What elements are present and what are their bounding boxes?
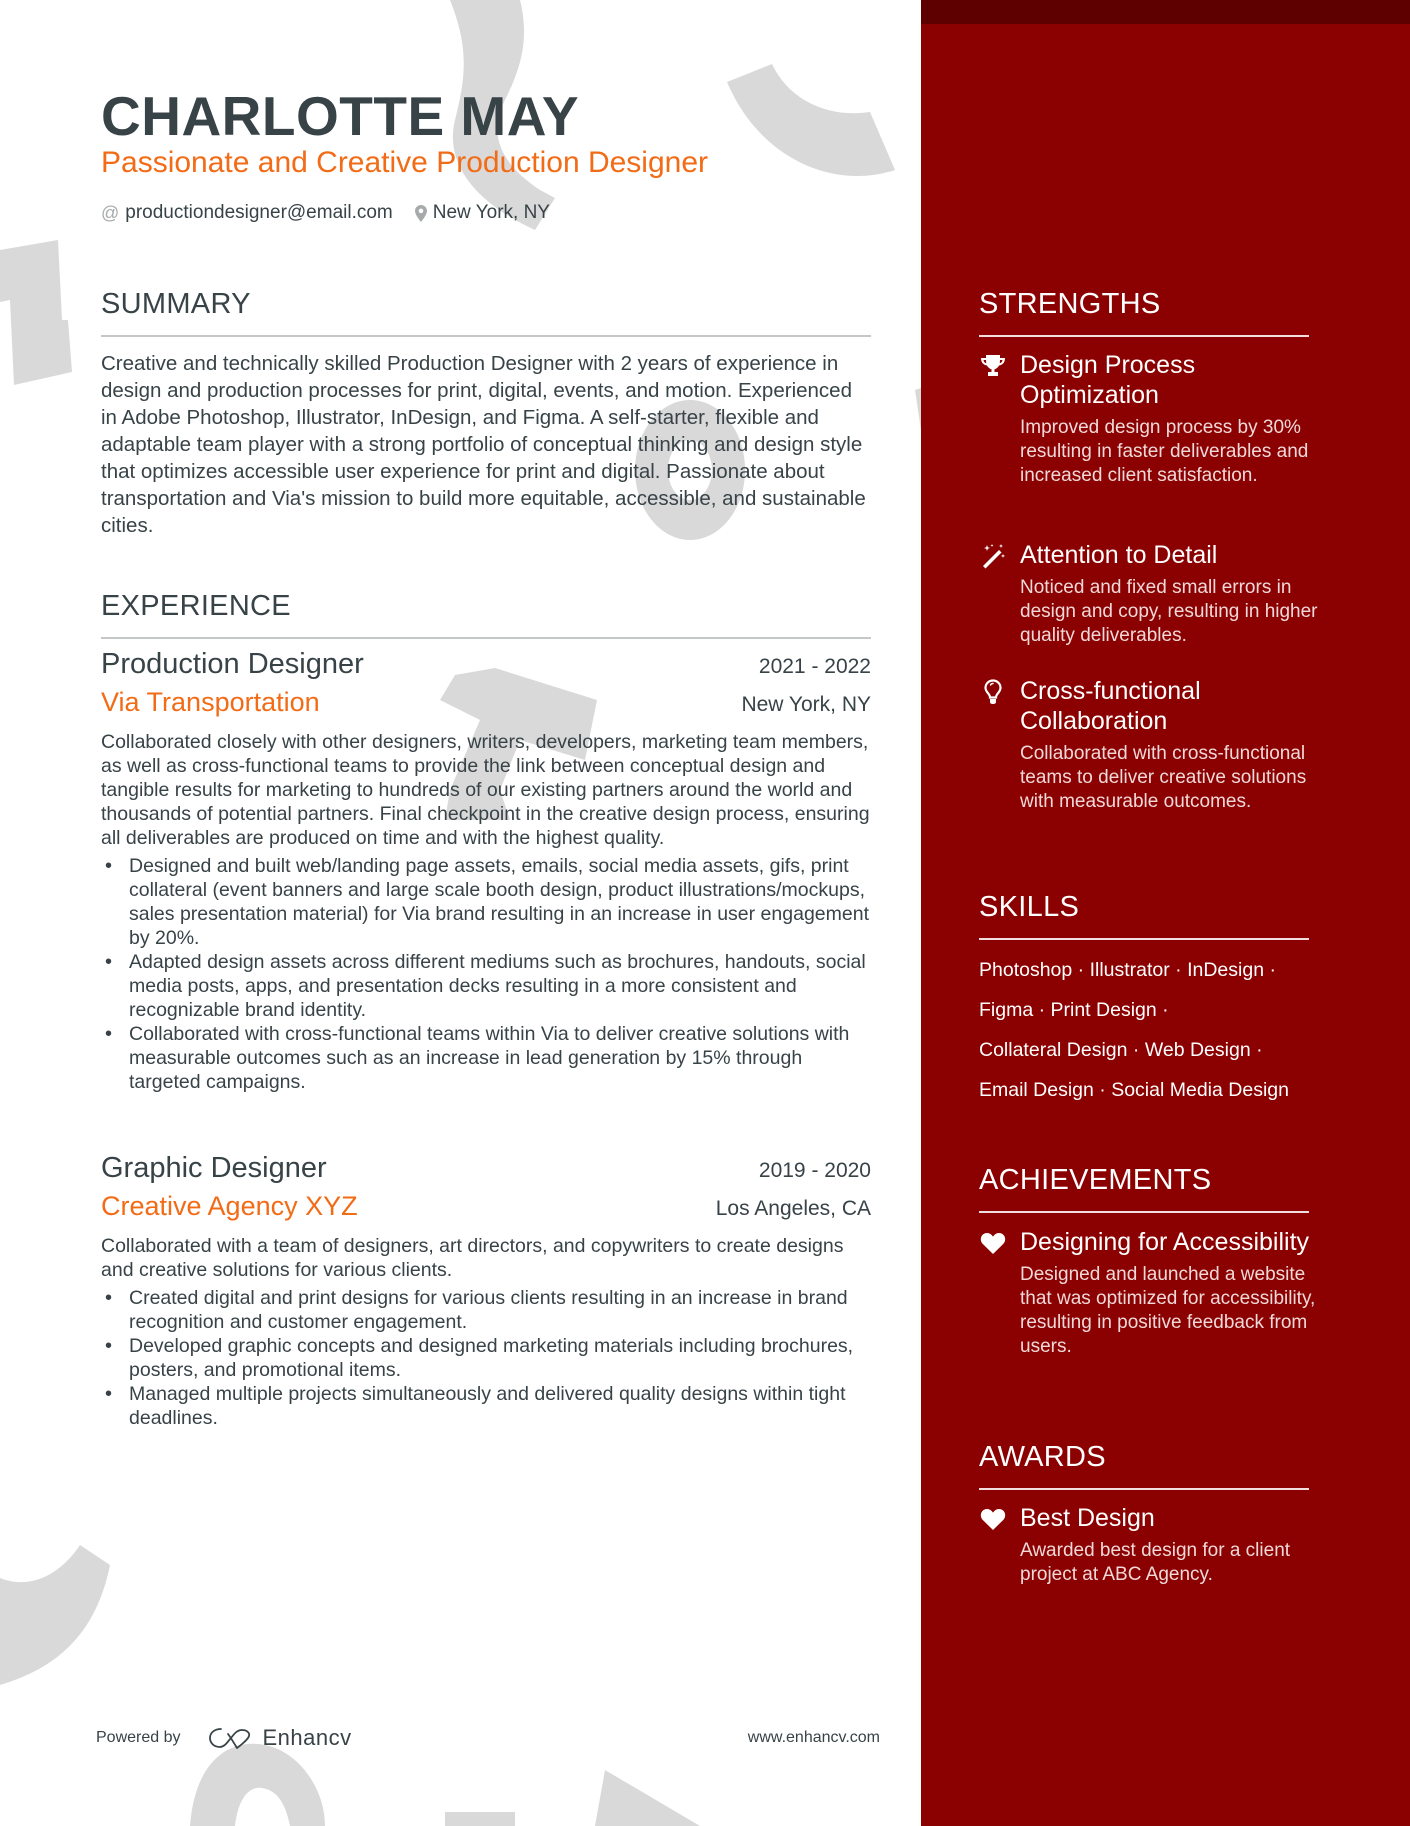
achievement-item: [979, 1227, 1319, 1359]
experience-entry: [101, 1152, 871, 1430]
achievement-description: Designed and launched a website that was optimized for accessibility, resulting in positive feedback from users.: [1020, 1264, 1316, 1357]
email-text: productiondesigner@email.com: [125, 202, 393, 223]
strength-item: [979, 676, 1319, 814]
enhancv-url[interactable]: www.enhancv.com: [747, 1729, 880, 1746]
job-location: Los Angeles, CA: [715, 1197, 871, 1220]
strength-item: [979, 350, 1319, 488]
job-dates: 2021 - 2022: [758, 655, 871, 678]
experience-heading: EXPERIENCE: [101, 590, 291, 622]
skills-line: Email Design · Social Media Design: [979, 1079, 1289, 1101]
skills-line: Figma · Print Design ·: [979, 999, 1169, 1021]
heart-icon: [979, 1229, 1007, 1257]
enhancv-logo[interactable]: [207, 1725, 352, 1751]
skills-list: [979, 950, 1319, 1110]
award-title: Best Design: [1020, 1504, 1155, 1532]
job-title: Graphic Designer: [101, 1152, 327, 1184]
job-title: Production Designer: [101, 648, 364, 680]
candidate-name: CHARLOTTE MAY: [101, 85, 580, 147]
contact-location: [415, 202, 550, 224]
strength-title: Design Process Optimization: [1020, 351, 1196, 409]
job-bullets: [101, 854, 871, 1094]
experience-divider: [101, 637, 871, 639]
skills-line: Photoshop · Illustrator · InDesign ·: [979, 959, 1276, 981]
award-item: [979, 1503, 1319, 1587]
trophy-icon: [979, 352, 1007, 380]
lightbulb-icon: [979, 678, 1007, 706]
heart-icon: [979, 1505, 1007, 1533]
job-dates: 2019 - 2020: [758, 1159, 871, 1182]
at-icon: @: [101, 202, 120, 223]
footer: [96, 1725, 880, 1751]
summary-heading: SUMMARY: [101, 288, 251, 320]
contact-info: [101, 202, 572, 224]
summary-text: Creative and technically skilled Production Designer with 2 years of experience in design and production processes for print, digital, events, and motion. Experienced in Adobe Photoshop, Illustrator, InDesign, and Figma. A self-starter, flexible and adaptable team player with a strong portfolio of conceptual thinking and design style that optimizes accessible user experience for print and digital. Passionate about transportation and Via's mission to build more equitable, accessible, and sustainable cities.: [101, 352, 866, 537]
achievements-heading: ACHIEVEMENTS: [979, 1164, 1212, 1196]
contact-email[interactable]: [101, 202, 393, 224]
strengths-divider: [979, 335, 1309, 337]
strength-item: [979, 540, 1319, 648]
enhancv-logo-icon: [207, 1726, 253, 1750]
job-bullet: • Managed multiple projects simultaneously and delivered quality designs within tight deadlines.: [101, 1382, 871, 1430]
job-description: Collaborated with a team of designers, art directors, and copywriters to create designs and creative solutions for various clients.: [101, 1235, 844, 1281]
job-bullet: • Adapted design assets across different mediums such as brochures, handouts, social media posts, apps, and presentation decks resulting in a more consistent and recognizable brand identity.: [101, 950, 871, 1022]
achievements-divider: [979, 1211, 1309, 1213]
strength-description: Improved design process by 30% resulting in faster deliverables and increased client satisfaction.: [1020, 417, 1309, 486]
award-description: Awarded best design for a client project at ABC Agency.: [1020, 1540, 1291, 1585]
experience-entry: [101, 648, 871, 1094]
strength-title: Attention to Detail: [1020, 541, 1218, 569]
job-bullet: • Developed graphic concepts and designed marketing materials including brochures, posters, and promotional items.: [101, 1334, 871, 1382]
strengths-heading: STRENGTHS: [979, 288, 1161, 320]
strength-title: Cross-functional Collaboration: [1020, 677, 1201, 735]
candidate-title: Passionate and Creative Production Designer: [101, 146, 709, 179]
strength-description: Noticed and fixed small errors in design and copy, resulting in higher quality deliverables.: [1020, 577, 1318, 646]
job-company: Creative Agency XYZ: [101, 1191, 358, 1221]
summary-divider: [101, 335, 871, 337]
magic-wand-icon: [979, 542, 1007, 570]
job-company: Via Transportation: [101, 687, 320, 717]
job-bullet: • Designed and built web/landing page assets, emails, social media assets, gifs, print collateral (event banners and large scale booth design, product illustrations/mockups, sales presentation material) for Via brand resulting in an increase in user engagement by 20%.: [101, 854, 871, 950]
job-location: New York, NY: [741, 693, 871, 716]
powered-by: [96, 1725, 352, 1751]
achievement-title: Designing for Accessibility: [1020, 1228, 1310, 1256]
awards-heading: AWARDS: [979, 1441, 1106, 1473]
job-bullet: • Created digital and print designs for various clients resulting in an increase in brand recognition and customer engagement.: [101, 1286, 871, 1334]
skills-divider: [979, 938, 1309, 940]
awards-divider: [979, 1488, 1309, 1490]
job-bullet: • Collaborated with cross-functional teams within Via to deliver creative solutions with measurable outcomes such as an increase in lead generation by 15% through targeted campaigns.: [101, 1022, 871, 1094]
skills-line: Collateral Design · Web Design ·: [979, 1039, 1263, 1061]
location-text: New York, NY: [432, 202, 550, 223]
enhancv-brand: Enhancv: [262, 1725, 352, 1750]
job-description: Collaborated closely with other designers, writers, developers, marketing team members, as well as cross-functional teams to provide the link between conceptual design and tangible results for marketing to hundreds of our existing partners around the world and thousands of potential partners. Final checkpoint in the creative design process, ensuring all deliverables are produced on time and with the highest quality.: [101, 731, 870, 849]
map-pin-icon: [415, 205, 427, 222]
strength-description: Collaborated with cross-functional teams to deliver creative solutions with measurable outcomes.: [1020, 743, 1307, 812]
sidebar-top-strip: [921, 0, 1410, 24]
skills-heading: SKILLS: [979, 891, 1080, 923]
powered-by-label: Powered by: [96, 1729, 181, 1746]
sidebar: [921, 0, 1410, 1826]
job-bullets: [101, 1286, 871, 1430]
